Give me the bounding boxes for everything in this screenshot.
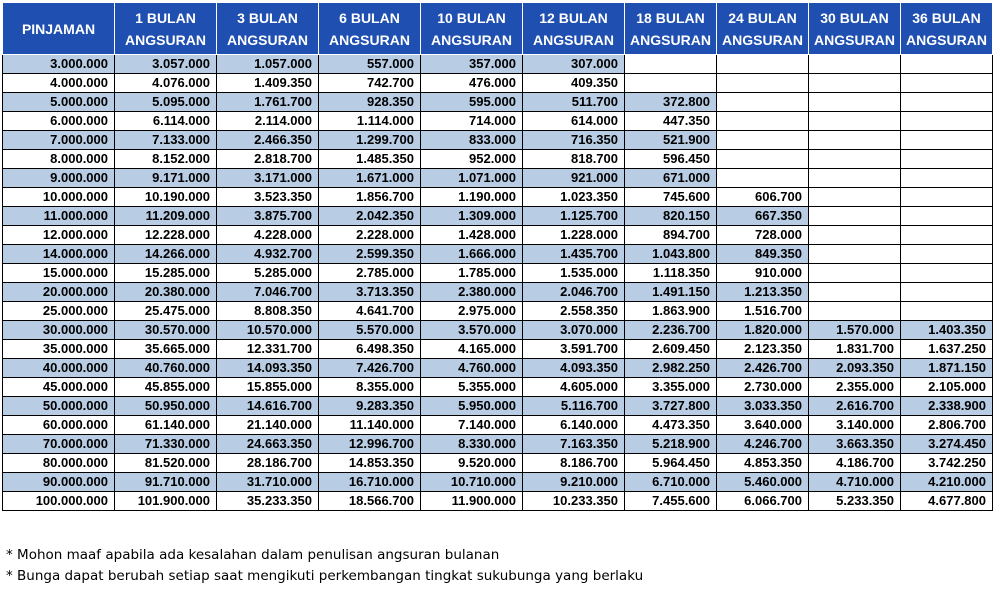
installment-cell: 3.274.450: [901, 435, 993, 454]
installment-cell: [809, 264, 901, 283]
header-term: 6 BULAN: [339, 9, 400, 26]
installment-cell: 3.523.350: [217, 188, 319, 207]
installment-cell: 2.042.350: [319, 207, 421, 226]
installment-cell: 1.666.000: [421, 245, 523, 264]
installment-cell: 1.057.000: [217, 55, 319, 74]
installment-cell: 952.000: [421, 150, 523, 169]
installment-cell: [809, 283, 901, 302]
installment-cell: 910.000: [717, 264, 809, 283]
loan-amount-cell: 5.000.000: [3, 93, 115, 112]
installment-cell: 614.000: [523, 112, 625, 131]
installment-cell: 4.853.350: [717, 454, 809, 473]
installment-cell: [809, 131, 901, 150]
installment-cell: 7.163.350: [523, 435, 625, 454]
installment-cell: [901, 169, 993, 188]
installment-cell: 3.875.700: [217, 207, 319, 226]
installment-cell: 5.116.700: [523, 397, 625, 416]
installment-cell: 307.000: [523, 55, 625, 74]
installment-cell: 1.118.350: [625, 264, 717, 283]
installment-cell: [901, 245, 993, 264]
installment-cell: 7.133.000: [115, 131, 217, 150]
installment-cell: [809, 226, 901, 245]
installment-cell: 1.671.000: [319, 169, 421, 188]
installment-cell: 357.000: [421, 55, 523, 74]
installment-cell: 10.710.000: [421, 473, 523, 492]
footnote-1: * Mohon maaf apabila ada kesalahan dalam penulisan angsuran bulanan: [6, 547, 500, 563]
loan-amount-cell: 10.000.000: [3, 188, 115, 207]
installment-cell: 9.283.350: [319, 397, 421, 416]
table-row: [3, 131, 993, 150]
table-row: [3, 283, 993, 302]
installment-cell: 2.093.350: [809, 359, 901, 378]
installment-cell: 10.190.000: [115, 188, 217, 207]
header-angsuran: ANGSURAN: [125, 31, 206, 48]
installment-cell: [809, 150, 901, 169]
installment-cell: 35.233.350: [217, 492, 319, 511]
installment-cell: 2.355.000: [809, 378, 901, 397]
header-column: [217, 3, 319, 55]
loan-amount-cell: 3.000.000: [3, 55, 115, 74]
installment-cell: 4.641.700: [319, 302, 421, 321]
installment-cell: 81.520.000: [115, 454, 217, 473]
installment-cell: 10.570.000: [217, 321, 319, 340]
table-row: [3, 150, 993, 169]
installment-cell: 8.152.000: [115, 150, 217, 169]
installment-cell: [809, 55, 901, 74]
header-column: [319, 3, 421, 55]
installment-cell: [901, 226, 993, 245]
installment-cell: 35.665.000: [115, 340, 217, 359]
header-angsuran: ANGSURAN: [814, 31, 895, 48]
installment-cell: 1.570.000: [809, 321, 901, 340]
installment-cell: 928.350: [319, 93, 421, 112]
installment-cell: 1.043.800: [625, 245, 717, 264]
loan-amount-cell: 12.000.000: [3, 226, 115, 245]
installment-cell: [809, 112, 901, 131]
table-row: [3, 454, 993, 473]
table-row: [3, 321, 993, 340]
installment-cell: 9.520.000: [421, 454, 523, 473]
installment-cell: [901, 188, 993, 207]
installment-cell: 595.000: [421, 93, 523, 112]
header-angsuran: ANGSURAN: [329, 31, 410, 48]
installment-cell: 447.350: [625, 112, 717, 131]
installment-cell: 2.114.000: [217, 112, 319, 131]
header-term: 10 BULAN: [437, 9, 506, 26]
installment-cell: 4.093.350: [523, 359, 625, 378]
installment-cell: 6.066.700: [717, 492, 809, 511]
installment-cell: 4.605.000: [523, 378, 625, 397]
installment-cell: 101.900.000: [115, 492, 217, 511]
installment-cell: 5.950.000: [421, 397, 523, 416]
installment-cell: 21.140.000: [217, 416, 319, 435]
installment-cell: 5.964.450: [625, 454, 717, 473]
installment-cell: 4.677.800: [901, 492, 993, 511]
table-row: [3, 416, 993, 435]
installment-cell: 25.475.000: [115, 302, 217, 321]
installment-cell: [809, 74, 901, 93]
table-row: [3, 302, 993, 321]
footnotes: [6, 545, 643, 587]
loan-amount-cell: 100.000.000: [3, 492, 115, 511]
installment-cell: 1.435.700: [523, 245, 625, 264]
installment-cell: 3.171.000: [217, 169, 319, 188]
header-term: 30 BULAN: [820, 9, 889, 26]
installment-cell: 820.150: [625, 207, 717, 226]
header-term: 3 BULAN: [237, 9, 298, 26]
header-term: 1 BULAN: [135, 9, 196, 26]
installment-cell: 742.700: [319, 74, 421, 93]
table-row: [3, 112, 993, 131]
table-row: [3, 473, 993, 492]
installment-cell: 7.455.600: [625, 492, 717, 511]
installment-cell: 14.266.000: [115, 245, 217, 264]
header-angsuran: ANGSURAN: [227, 31, 308, 48]
loan-amount-cell: 15.000.000: [3, 264, 115, 283]
installment-cell: 4.760.000: [421, 359, 523, 378]
installment-cell: 1.299.700: [319, 131, 421, 150]
installment-cell: 667.350: [717, 207, 809, 226]
installment-cell: 12.228.000: [115, 226, 217, 245]
installment-cell: 3.663.350: [809, 435, 901, 454]
header-term: 12 BULAN: [539, 9, 608, 26]
installment-cell: [717, 55, 809, 74]
installment-cell: 12.996.700: [319, 435, 421, 454]
installment-cell: 2.338.900: [901, 397, 993, 416]
header-pinjaman: PINJAMAN: [3, 3, 115, 55]
installment-cell: 3.057.000: [115, 55, 217, 74]
installment-cell: 5.285.000: [217, 264, 319, 283]
installment-cell: 1.637.250: [901, 340, 993, 359]
installment-cell: 91.710.000: [115, 473, 217, 492]
table-row: [3, 55, 993, 74]
table-row: [3, 378, 993, 397]
installment-cell: [717, 150, 809, 169]
installment-cell: 2.609.450: [625, 340, 717, 359]
installment-cell: 849.350: [717, 245, 809, 264]
loan-amount-cell: 4.000.000: [3, 74, 115, 93]
installment-cell: 11.140.000: [319, 416, 421, 435]
table-row: [3, 226, 993, 245]
loan-amount-cell: 20.000.000: [3, 283, 115, 302]
installment-cell: 1.403.350: [901, 321, 993, 340]
installment-cell: [901, 131, 993, 150]
installment-cell: 5.218.900: [625, 435, 717, 454]
installment-cell: 8.186.700: [523, 454, 625, 473]
installment-cell: 1.485.350: [319, 150, 421, 169]
installment-cell: [901, 264, 993, 283]
installment-cell: 5.095.000: [115, 93, 217, 112]
installment-cell: [717, 169, 809, 188]
installment-cell: 9.210.000: [523, 473, 625, 492]
installment-cell: 2.123.350: [717, 340, 809, 359]
installment-cell: 2.466.350: [217, 131, 319, 150]
loan-amount-cell: 35.000.000: [3, 340, 115, 359]
installment-cell: 7.046.700: [217, 283, 319, 302]
installment-cell: [717, 74, 809, 93]
installment-cell: 5.570.000: [319, 321, 421, 340]
installment-cell: [901, 283, 993, 302]
table-row: [3, 207, 993, 226]
loan-amount-cell: 14.000.000: [3, 245, 115, 264]
installment-cell: 2.426.700: [717, 359, 809, 378]
installment-cell: 2.046.700: [523, 283, 625, 302]
installment-cell: 18.566.700: [319, 492, 421, 511]
installment-cell: 5.233.350: [809, 492, 901, 511]
installment-cell: 8.808.350: [217, 302, 319, 321]
installment-cell: 1.309.000: [421, 207, 523, 226]
installment-cell: 728.000: [717, 226, 809, 245]
installment-cell: 9.171.000: [115, 169, 217, 188]
installment-cell: 6.140.000: [523, 416, 625, 435]
installment-cell: [901, 93, 993, 112]
installment-cell: 6.498.350: [319, 340, 421, 359]
installment-cell: 1.114.000: [319, 112, 421, 131]
installment-cell: 7.140.000: [421, 416, 523, 435]
loan-amount-cell: 25.000.000: [3, 302, 115, 321]
installment-cell: [717, 112, 809, 131]
loan-amount-cell: 60.000.000: [3, 416, 115, 435]
installment-cell: 12.331.700: [217, 340, 319, 359]
installment-cell: 2.818.700: [217, 150, 319, 169]
installment-cell: 1.409.350: [217, 74, 319, 93]
installment-cell: 4.710.000: [809, 473, 901, 492]
installment-cell: 24.663.350: [217, 435, 319, 454]
header-column: [115, 3, 217, 55]
installment-cell: 1.831.700: [809, 340, 901, 359]
installment-cell: 40.760.000: [115, 359, 217, 378]
installment-cell: 3.140.000: [809, 416, 901, 435]
installment-cell: 596.450: [625, 150, 717, 169]
installment-cell: 4.210.000: [901, 473, 993, 492]
table-row: [3, 245, 993, 264]
loan-amount-cell: 80.000.000: [3, 454, 115, 473]
header-term: 36 BULAN: [912, 9, 981, 26]
header-term: 18 BULAN: [636, 9, 705, 26]
installment-cell: 3.591.700: [523, 340, 625, 359]
installment-cell: 2.558.350: [523, 302, 625, 321]
loan-amount-cell: 45.000.000: [3, 378, 115, 397]
installment-cell: 4.473.350: [625, 416, 717, 435]
installment-cell: 511.700: [523, 93, 625, 112]
footnote-2: * Bunga dapat berubah setiap saat mengikuti perkembangan tingkat sukubunga yang berlaku: [6, 568, 644, 584]
installment-cell: 4.076.000: [115, 74, 217, 93]
installment-cell: [809, 245, 901, 264]
installment-cell: 1.491.150: [625, 283, 717, 302]
installment-cell: [809, 188, 901, 207]
loan-amount-cell: 70.000.000: [3, 435, 115, 454]
installment-cell: 1.428.000: [421, 226, 523, 245]
installment-cell: 1.023.350: [523, 188, 625, 207]
loan-amount-cell: 6.000.000: [3, 112, 115, 131]
installment-cell: [625, 55, 717, 74]
installment-cell: 1.516.700: [717, 302, 809, 321]
installment-cell: 30.570.000: [115, 321, 217, 340]
installment-cell: [901, 302, 993, 321]
installment-cell: [901, 150, 993, 169]
installment-cell: 1.071.000: [421, 169, 523, 188]
installment-cell: 1.856.700: [319, 188, 421, 207]
installment-cell: 16.710.000: [319, 473, 421, 492]
installment-cell: 1.820.000: [717, 321, 809, 340]
installment-cell: 4.186.700: [809, 454, 901, 473]
installment-cell: 50.950.000: [115, 397, 217, 416]
installment-cell: 409.350: [523, 74, 625, 93]
installment-cell: [625, 74, 717, 93]
header-angsuran: ANGSURAN: [722, 31, 803, 48]
loan-amount-cell: 8.000.000: [3, 150, 115, 169]
table-row: [3, 93, 993, 112]
installment-cell: 2.806.700: [901, 416, 993, 435]
loan-amount-cell: 30.000.000: [3, 321, 115, 340]
installment-cell: 45.855.000: [115, 378, 217, 397]
installment-cell: 1.228.000: [523, 226, 625, 245]
table-row: [3, 492, 993, 511]
loan-amount-cell: 90.000.000: [3, 473, 115, 492]
installment-cell: 20.380.000: [115, 283, 217, 302]
installment-cell: 1.125.700: [523, 207, 625, 226]
installment-cell: 1.190.000: [421, 188, 523, 207]
installment-cell: 1.535.000: [523, 264, 625, 283]
table-row: [3, 169, 993, 188]
installment-cell: 3.640.000: [717, 416, 809, 435]
installment-cell: 2.105.000: [901, 378, 993, 397]
installment-cell: 1.213.350: [717, 283, 809, 302]
installment-cell: [901, 112, 993, 131]
installment-cell: 2.228.000: [319, 226, 421, 245]
installment-cell: 671.000: [625, 169, 717, 188]
installment-cell: 557.000: [319, 55, 421, 74]
installment-cell: [901, 74, 993, 93]
header-column: [421, 3, 523, 55]
installment-cell: 4.932.700: [217, 245, 319, 264]
installment-cell: 2.982.250: [625, 359, 717, 378]
installment-cell: 2.599.350: [319, 245, 421, 264]
installment-cell: [809, 207, 901, 226]
installment-cell: 476.000: [421, 74, 523, 93]
header-column: [717, 3, 809, 55]
installment-cell: [809, 169, 901, 188]
installment-cell: 3.727.800: [625, 397, 717, 416]
table-row: [3, 359, 993, 378]
installment-cell: 14.093.350: [217, 359, 319, 378]
installment-cell: 3.742.250: [901, 454, 993, 473]
installment-cell: 521.900: [625, 131, 717, 150]
installment-cell: 8.330.000: [421, 435, 523, 454]
installment-cell: 894.700: [625, 226, 717, 245]
table-body: [3, 55, 993, 511]
installment-cell: 2.975.000: [421, 302, 523, 321]
installment-cell: 10.233.350: [523, 492, 625, 511]
installment-cell: 3.570.000: [421, 321, 523, 340]
header-angsuran: ANGSURAN: [630, 31, 711, 48]
installment-cell: 1.785.000: [421, 264, 523, 283]
installment-cell: 6.710.000: [625, 473, 717, 492]
installment-cell: 3.713.350: [319, 283, 421, 302]
installment-cell: [717, 131, 809, 150]
installment-cell: 4.165.000: [421, 340, 523, 359]
loan-installment-table: [2, 2, 993, 511]
installment-cell: 714.000: [421, 112, 523, 131]
loan-amount-cell: 40.000.000: [3, 359, 115, 378]
installment-cell: [717, 93, 809, 112]
header-column: [901, 3, 993, 55]
installment-cell: 11.209.000: [115, 207, 217, 226]
installment-cell: 5.355.000: [421, 378, 523, 397]
installment-cell: 61.140.000: [115, 416, 217, 435]
installment-cell: 4.228.000: [217, 226, 319, 245]
header-column: [809, 3, 901, 55]
installment-cell: 2.616.700: [809, 397, 901, 416]
installment-cell: 606.700: [717, 188, 809, 207]
installment-cell: 1.871.150: [901, 359, 993, 378]
installment-cell: 14.853.350: [319, 454, 421, 473]
header-angsuran: ANGSURAN: [431, 31, 512, 48]
loan-amount-cell: 11.000.000: [3, 207, 115, 226]
table-row: [3, 264, 993, 283]
installment-cell: 14.616.700: [217, 397, 319, 416]
header-column: [523, 3, 625, 55]
installment-cell: [809, 302, 901, 321]
header-term: 24 BULAN: [728, 9, 797, 26]
installment-cell: 3.070.000: [523, 321, 625, 340]
installment-cell: 6.114.000: [115, 112, 217, 131]
installment-cell: 11.900.000: [421, 492, 523, 511]
installment-cell: 5.460.000: [717, 473, 809, 492]
installment-cell: 31.710.000: [217, 473, 319, 492]
table-row: [3, 74, 993, 93]
header-angsuran: ANGSURAN: [533, 31, 614, 48]
installment-cell: [901, 207, 993, 226]
installment-cell: 2.785.000: [319, 264, 421, 283]
installment-cell: [901, 55, 993, 74]
installment-cell: 2.730.000: [717, 378, 809, 397]
installment-cell: [809, 93, 901, 112]
installment-cell: 7.426.700: [319, 359, 421, 378]
installment-cell: 372.800: [625, 93, 717, 112]
installment-cell: 2.236.700: [625, 321, 717, 340]
installment-cell: 15.855.000: [217, 378, 319, 397]
installment-cell: 3.355.000: [625, 378, 717, 397]
installment-cell: 745.600: [625, 188, 717, 207]
installment-cell: 716.350: [523, 131, 625, 150]
installment-cell: 71.330.000: [115, 435, 217, 454]
table-row: [3, 435, 993, 454]
loan-amount-cell: 7.000.000: [3, 131, 115, 150]
header-angsuran: ANGSURAN: [906, 31, 987, 48]
installment-cell: 1.863.900: [625, 302, 717, 321]
table-row: [3, 188, 993, 207]
header-row: [3, 3, 993, 55]
installment-cell: 2.380.000: [421, 283, 523, 302]
loan-amount-cell: 50.000.000: [3, 397, 115, 416]
loan-installment-table-container: [2, 2, 993, 511]
installment-cell: 15.285.000: [115, 264, 217, 283]
installment-cell: 28.186.700: [217, 454, 319, 473]
installment-cell: 1.761.700: [217, 93, 319, 112]
loan-amount-cell: 9.000.000: [3, 169, 115, 188]
table-row: [3, 340, 993, 359]
installment-cell: 818.700: [523, 150, 625, 169]
installment-cell: 3.033.350: [717, 397, 809, 416]
installment-cell: 8.355.000: [319, 378, 421, 397]
table-row: [3, 397, 993, 416]
installment-cell: 4.246.700: [717, 435, 809, 454]
header-column: [625, 3, 717, 55]
installment-cell: 833.000: [421, 131, 523, 150]
installment-cell: 921.000: [523, 169, 625, 188]
